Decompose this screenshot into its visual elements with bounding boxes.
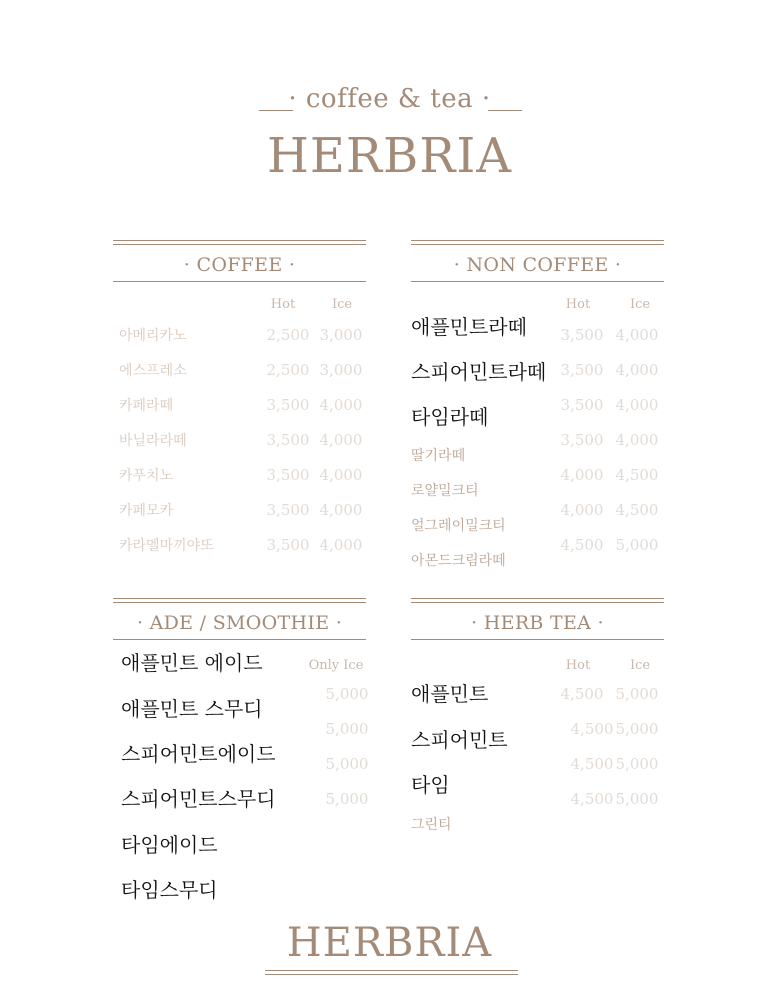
price-hot: 3,500	[266, 431, 310, 449]
section-rule	[411, 281, 664, 282]
non-coffee-section	[411, 240, 664, 580]
price-hot: 2,500	[266, 361, 310, 379]
price-ice: 5,000	[615, 790, 659, 808]
menu-item-name: 로얄밀크티	[411, 483, 479, 499]
price-ice: 4,000	[319, 501, 363, 519]
menu-item-name: 얼그레이밀크티	[411, 518, 506, 534]
price-ice: 5,000	[325, 755, 369, 773]
menu-item-name: 스피어민트라떼	[411, 360, 547, 384]
menu-item-name: 에스프레소	[119, 363, 187, 379]
menu-item-name: 카페모카	[119, 503, 174, 519]
footer-rule	[265, 974, 518, 975]
price-ice: 5,000	[325, 720, 369, 738]
ice-header: Ice	[331, 297, 353, 312]
price-hot: 3,500	[266, 501, 310, 519]
price-ice: 4,000	[615, 431, 659, 449]
menu-item-name: 애플민트 스무디	[121, 697, 263, 721]
price-ice: 4,000	[319, 466, 363, 484]
price-ice: 5,000	[615, 536, 659, 554]
menu-item-name: 애플민트라떼	[411, 315, 527, 339]
price-ice: 5,000	[325, 685, 369, 703]
menu-item-name: 카라멜마끼야또	[119, 538, 214, 554]
price-ice: 5,000	[325, 790, 369, 808]
hot-header: Hot	[270, 297, 296, 312]
menu-item-name: 카페라떼	[119, 398, 174, 414]
section-rule	[411, 244, 664, 245]
section-title: · HERB TEA ·	[471, 612, 604, 634]
section-rule	[113, 244, 366, 245]
footer-rule	[265, 970, 518, 971]
only-ice-header: Only Ice	[308, 658, 364, 673]
price-hot: 3,500	[560, 361, 604, 379]
menu-item-name: 스피어민트	[411, 728, 508, 752]
header-title: HERBRIA	[266, 128, 513, 184]
price-hot: 4,500	[560, 536, 604, 554]
ice-header: Ice	[629, 658, 651, 673]
section-rule	[113, 639, 366, 640]
header-subtitle: · coffee & tea ·	[288, 84, 491, 114]
price-ice: 3,000	[319, 361, 363, 379]
section-rule	[113, 602, 366, 603]
price-ice: 5,000	[615, 720, 659, 738]
menu-item-name: 타임라떼	[411, 405, 489, 429]
menu-item-name: 바닐라라떼	[119, 433, 187, 449]
menu-item-name: 애플민트 에이드	[121, 651, 263, 675]
price-hot: 3,500	[266, 536, 310, 554]
price-ice: 3,000	[319, 326, 363, 344]
coffee-section	[113, 240, 366, 570]
price-ice: 4,000	[319, 396, 363, 414]
price-ice: 4,000	[615, 361, 659, 379]
ice-header: Ice	[629, 297, 651, 312]
price-ice: 5,000	[615, 755, 659, 773]
menu-item-name: 스피어민트에이드	[121, 742, 276, 766]
menu-item-name: 딸기라떼	[411, 448, 466, 464]
price-ice: 4,000	[615, 326, 659, 344]
price-hot: 4,500	[560, 685, 604, 703]
price-ice: 5,000	[615, 685, 659, 703]
menu-item-name: 애플민트	[411, 682, 489, 706]
menu-item-name: 아메리카노	[119, 328, 187, 344]
section-title: · COFFEE ·	[183, 254, 296, 276]
footer-title: HERBRIA	[286, 920, 493, 966]
menu-item-name: 카푸치노	[119, 468, 174, 484]
menu-item-name: 스피어민트스무디	[121, 787, 276, 811]
menu-item-name: 아몬드크림라떼	[411, 553, 506, 569]
menu-item-name: 타임스무디	[121, 878, 218, 902]
price-hot: 4,500	[570, 790, 614, 808]
herb-tea-section	[411, 598, 664, 848]
section-rule	[113, 598, 366, 599]
hot-header: Hot	[565, 297, 591, 312]
section-rule	[411, 639, 664, 640]
price-hot: 4,000	[560, 466, 604, 484]
price-ice: 4,000	[319, 431, 363, 449]
section-rule	[411, 598, 664, 599]
section-title: · ADE / SMOOTHIE ·	[136, 612, 343, 634]
price-ice: 4,000	[615, 396, 659, 414]
price-ice: 4,000	[319, 536, 363, 554]
menu-item-name: 그린티	[411, 817, 452, 833]
price-hot: 4,500	[570, 720, 614, 738]
price-ice: 4,500	[615, 501, 659, 519]
price-ice: 4,500	[615, 466, 659, 484]
ade-smoothie-section	[113, 598, 369, 908]
hot-header: Hot	[565, 658, 591, 673]
section-rule	[113, 240, 366, 241]
section-rule	[411, 602, 664, 603]
menu-item-name: 타임에이드	[121, 833, 218, 857]
price-hot: 3,500	[560, 431, 604, 449]
section-rule	[113, 281, 366, 282]
price-hot: 2,500	[266, 326, 310, 344]
section-rule	[411, 240, 664, 241]
section-title: · NON COFFEE ·	[453, 254, 622, 276]
price-hot: 4,500	[570, 755, 614, 773]
price-hot: 4,000	[560, 501, 604, 519]
menu-item-name: 타임	[411, 773, 450, 797]
price-hot: 3,500	[560, 326, 604, 344]
price-hot: 3,500	[266, 396, 310, 414]
price-hot: 3,500	[266, 466, 310, 484]
price-hot: 3,500	[560, 396, 604, 414]
